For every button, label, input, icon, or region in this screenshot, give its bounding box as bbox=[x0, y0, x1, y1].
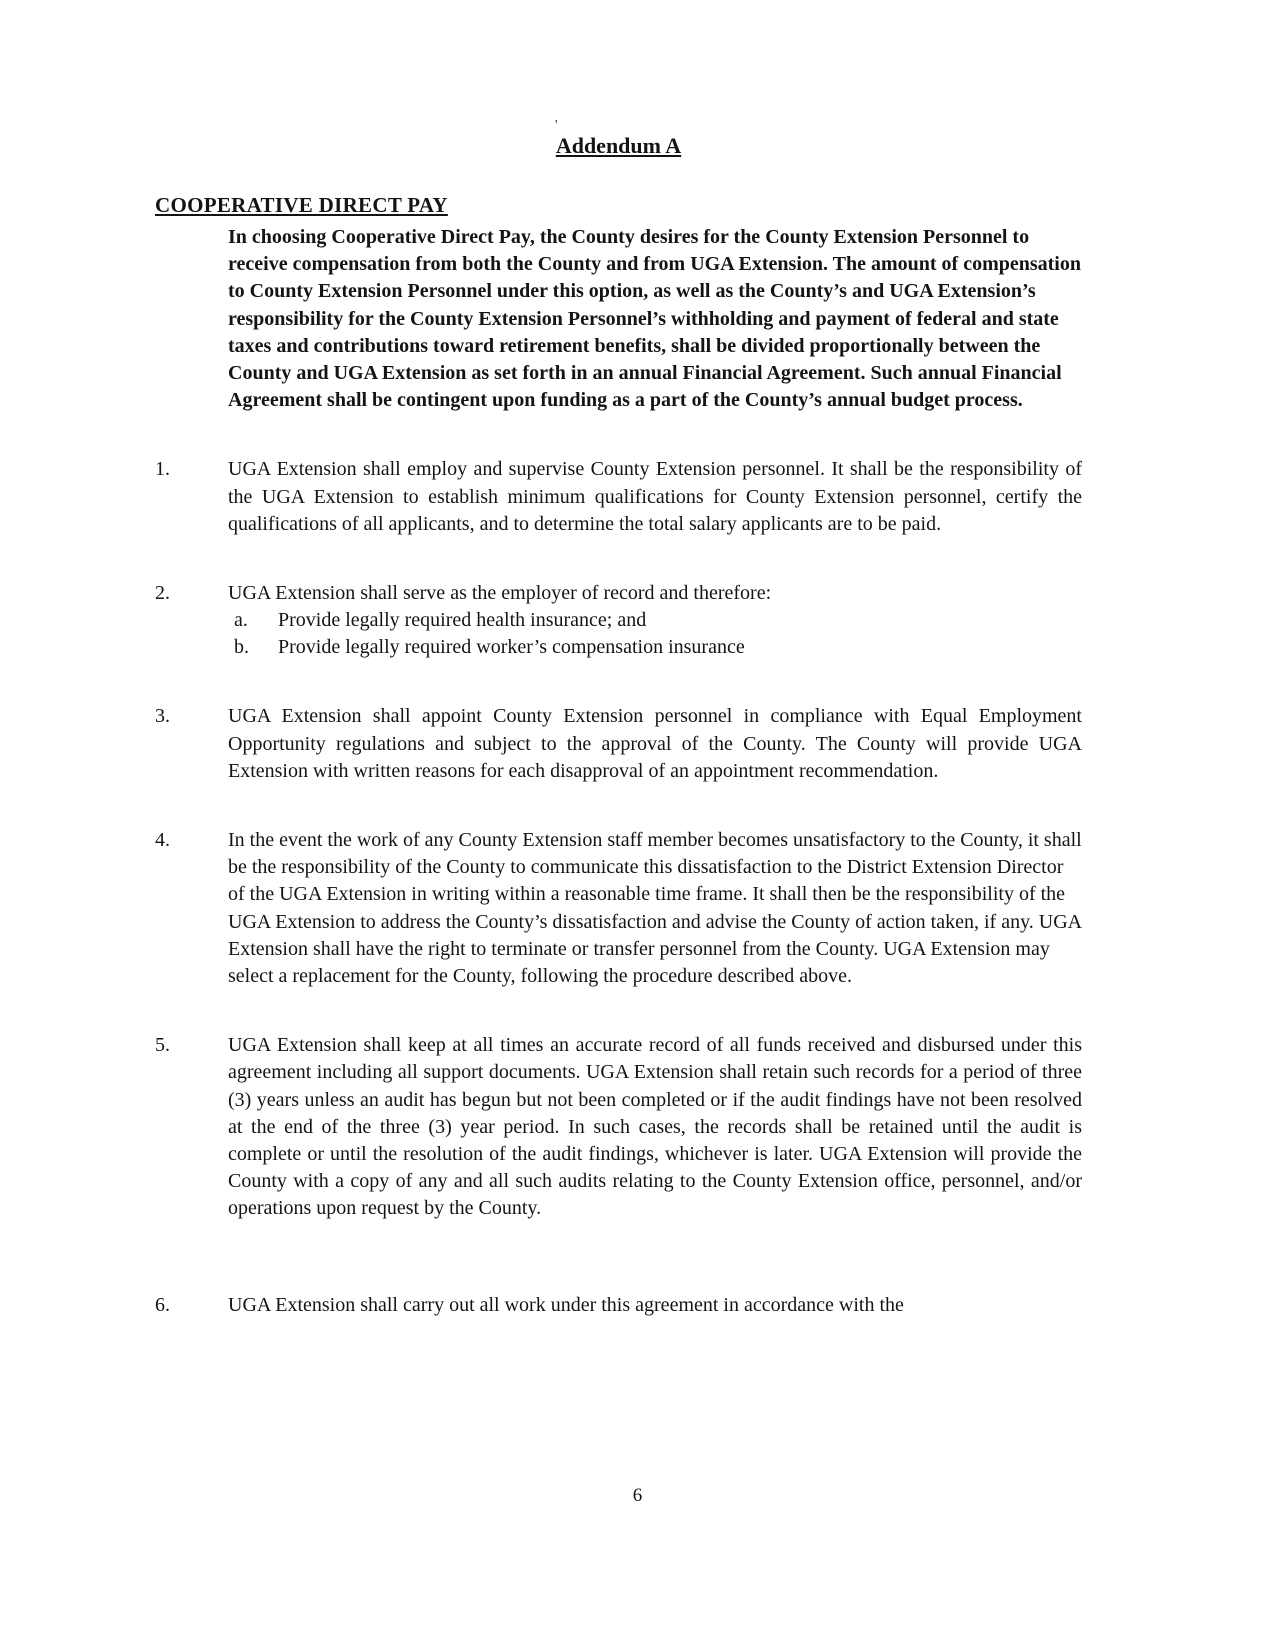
page-number: 6 bbox=[632, 1485, 643, 1506]
item-number: 1. bbox=[155, 458, 170, 481]
sub-item-a bbox=[234, 607, 1082, 634]
item-number: 4. bbox=[155, 829, 170, 851]
sub-item-letter: a. bbox=[234, 609, 248, 632]
scan-artifact-mark: ' bbox=[555, 118, 558, 133]
list-item-3 bbox=[155, 703, 1082, 785]
numbered-list bbox=[155, 456, 1082, 1319]
item-number: 2. bbox=[155, 581, 170, 604]
list-item-5 bbox=[155, 1032, 1082, 1222]
item-number: 3. bbox=[155, 705, 170, 728]
item-text: UGA Extension shall serve as the employer of record and therefore: bbox=[228, 581, 772, 604]
item-body bbox=[228, 1292, 1082, 1319]
intro-paragraph: In choosing Cooperative Direct Pay, the County desires for the County Extension Personnel to receive compensation from both the County and from UGA Extension. The amount of compensation to County Extension Personnel under this option, as well as the County’s and UGA Extension’s responsibility for the County Extension Personnel’s withholding and payment of federal and state taxes and contributions toward retirement benefits, shall be divided proportionally between the County and UGA Extension as set forth in an annual Financial Agreement. Such annual Financial Agreement shall be contingent upon funding as a part of the County’s annual budget process. bbox=[228, 226, 1081, 412]
list-item-4 bbox=[155, 827, 1082, 990]
list-item-1 bbox=[155, 456, 1082, 538]
item-number: 5. bbox=[155, 1034, 170, 1057]
item-number: 6. bbox=[155, 1294, 170, 1317]
list-item-2 bbox=[155, 580, 1082, 662]
item-text: UGA Extension shall appoint County Extension personnel in compliance with Equal Employment Opportunity regulations and subject to the approval of the County. The County will provide UGA Extension with written reasons for each disapproval of an appointment recommendation. bbox=[228, 705, 1082, 782]
item-body bbox=[228, 703, 1082, 785]
item-body bbox=[228, 827, 1082, 990]
list-item-6 bbox=[155, 1292, 1082, 1319]
item-text: UGA Extension shall keep at all times an accurate record of all funds received and disbursed under this agreement including all support documents. UGA Extension shall retain such records for a period of three (3) years unless an audit has begun but not been completed or if the audit findings have not been resolved at the end of the three (3) year period. In such cases, the records shall be retained until the audit is complete or until the resolution of the audit findings, whichever is later. UGA Extension will provide the County with a copy of any and all such audits relating to the County Extension office, personnel, and/or operations upon request by the County. bbox=[228, 1034, 1082, 1220]
sub-item-text: Provide legally required worker’s compensation insurance bbox=[278, 636, 745, 659]
item-text: UGA Extension shall employ and supervise County Extension personnel. It shall be the responsibility of the UGA Extension to establish minimum qualifications for County Extension personnel, certify the qualifications of all applicants, and to determine the total salary applicants are to be paid. bbox=[228, 458, 1082, 535]
sub-item-b bbox=[234, 634, 1082, 661]
item-body bbox=[228, 456, 1082, 538]
item-text: UGA Extension shall carry out all work under this agreement in accordance with the bbox=[228, 1294, 904, 1317]
sub-item-text: Provide legally required health insurance; and bbox=[278, 609, 647, 632]
document-title: Addendum A bbox=[555, 133, 682, 158]
section-heading: COOPERATIVE DIRECT PAY bbox=[155, 193, 448, 217]
item-body bbox=[228, 1032, 1082, 1222]
sub-item-letter: b. bbox=[234, 636, 249, 659]
item-body bbox=[228, 580, 1082, 662]
item-text: In the event the work of any County Extension staff member becomes unsatisfactory to the County, it shall be the responsibility of the County to communicate this dissatisfaction to the District Extension Director of the UGA Extension in writing within a reasonable time frame. It shall then be the responsibility of the UGA Extension to address the County’s dissatisfaction and advise the County of action taken, if any. UGA Extension shall have the right to terminate or transfer personnel from the County. UGA Extension may select a replacement for the County, following the procedure described above. bbox=[228, 829, 1082, 987]
